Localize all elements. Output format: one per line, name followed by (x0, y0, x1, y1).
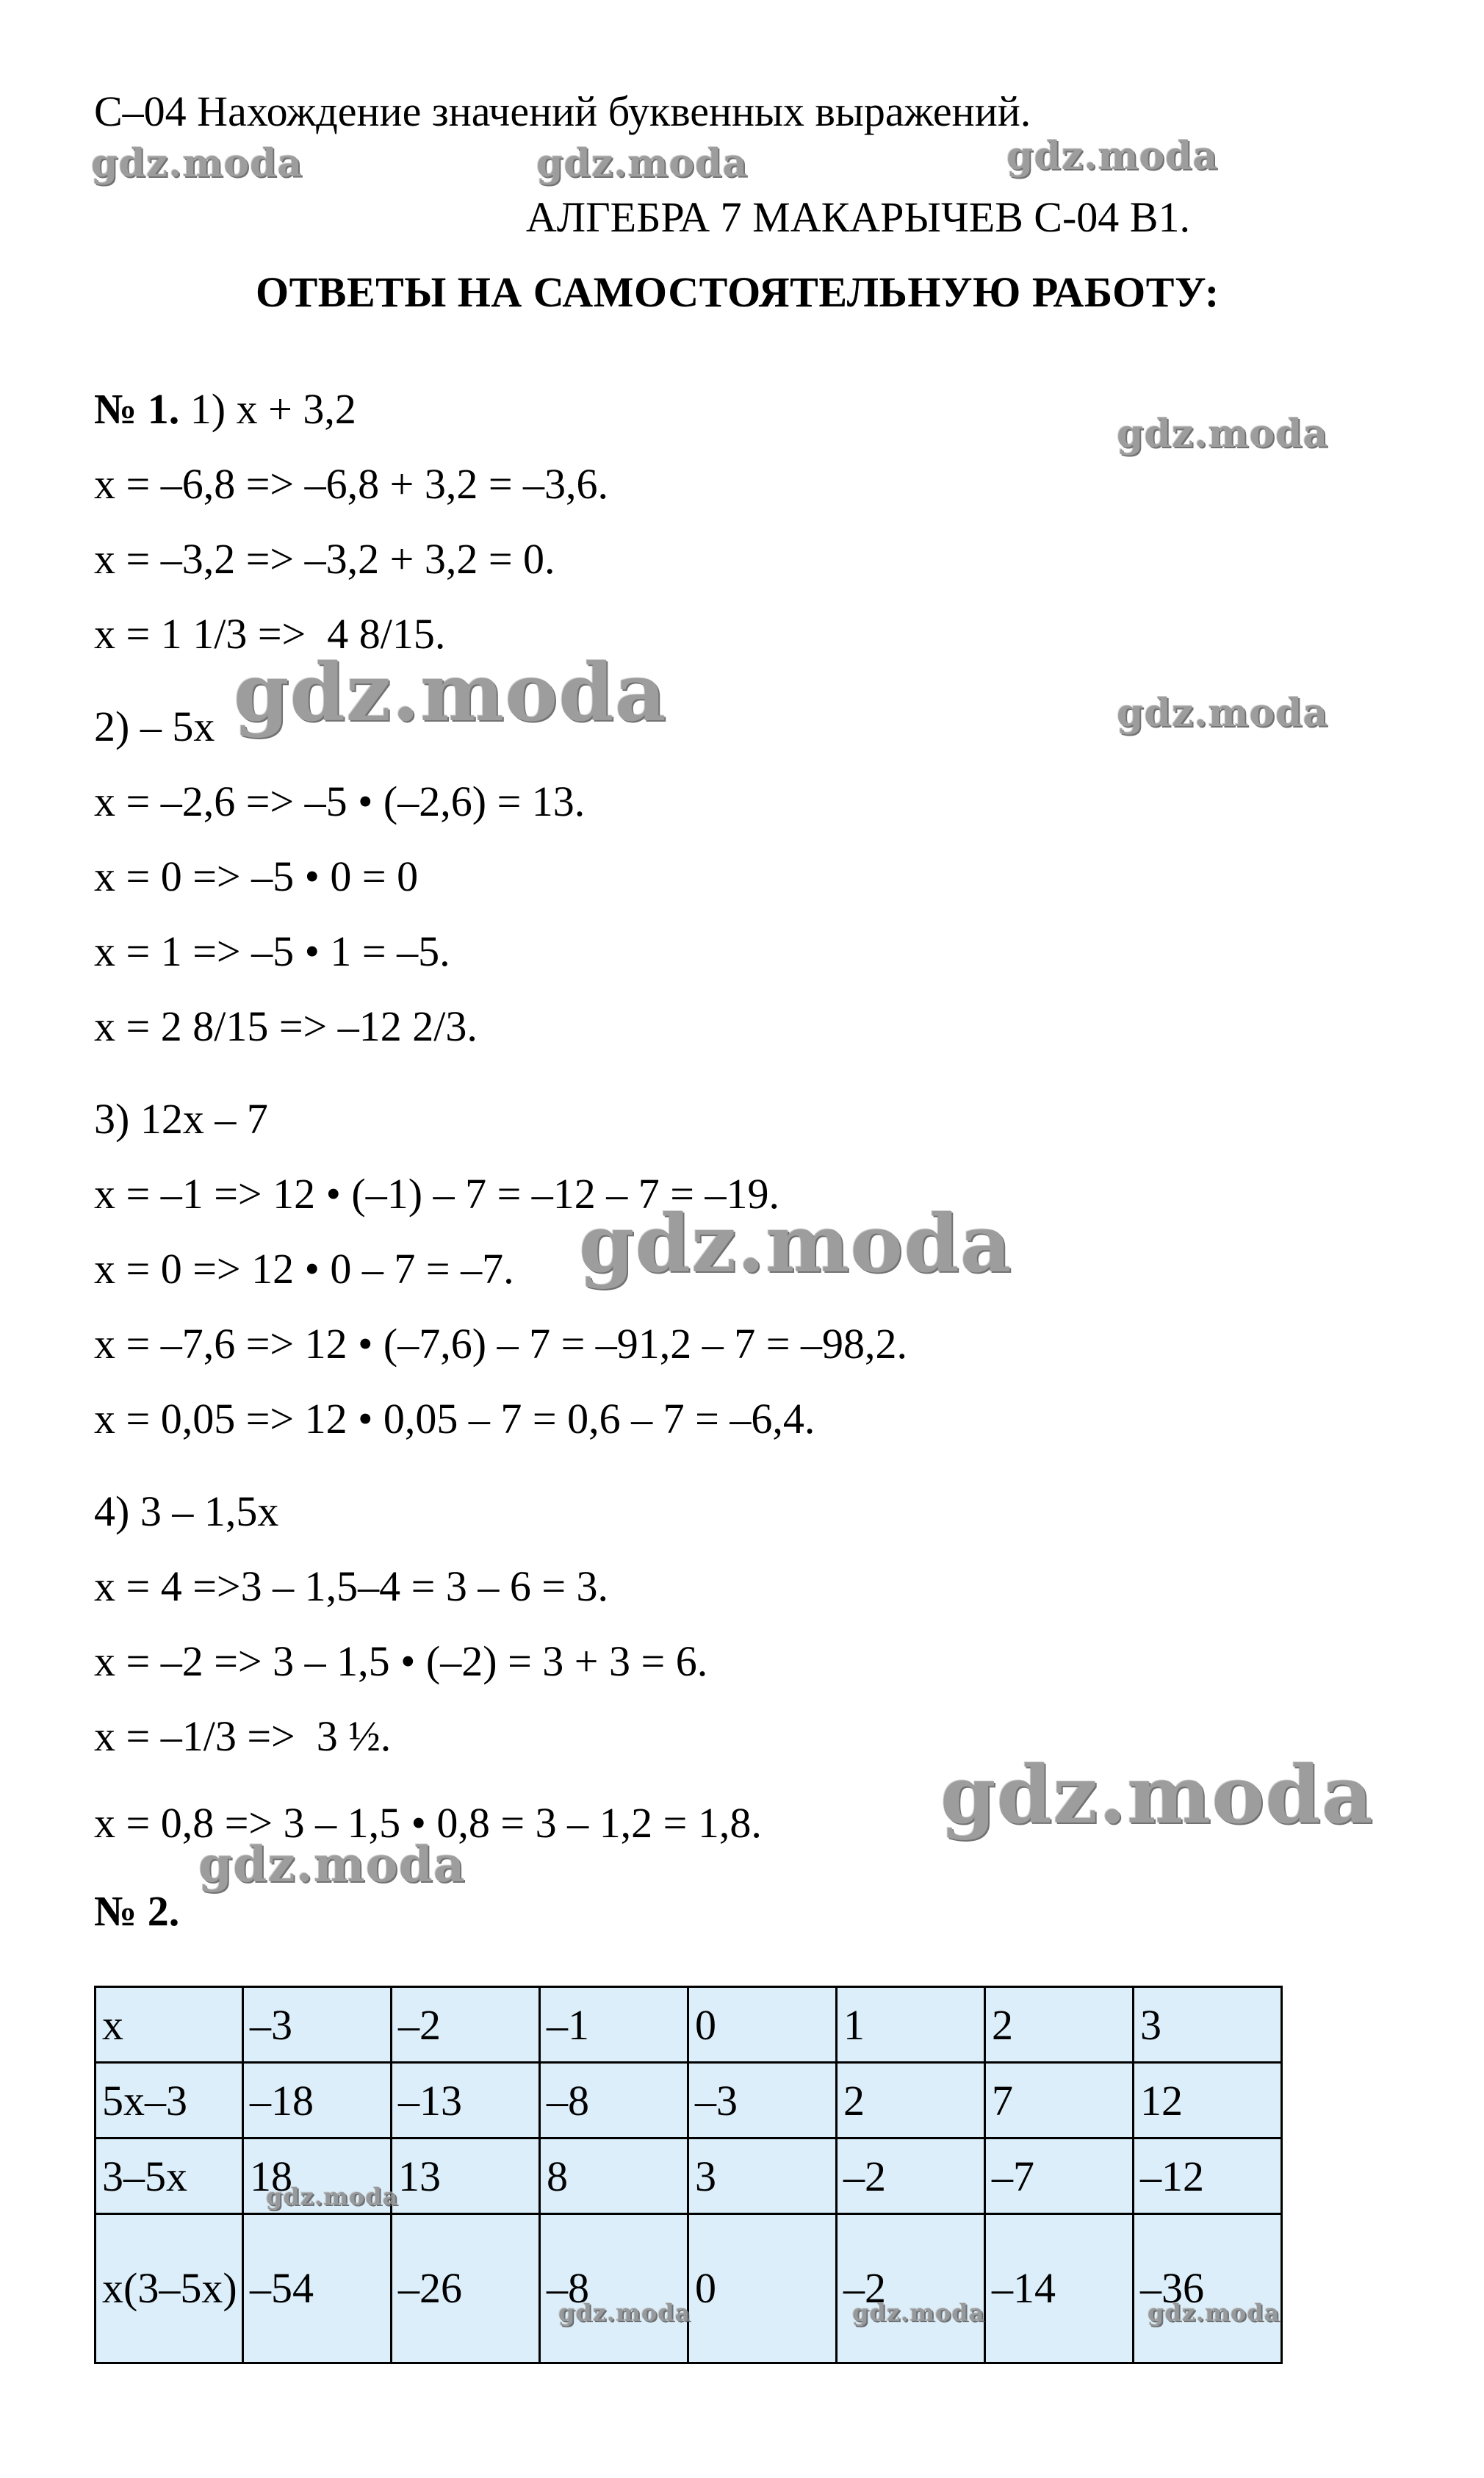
table-row (96, 1987, 1282, 2063)
task1-line: x = –2,6 => –5 • (–2,6) = 13. (94, 777, 586, 825)
table-row (96, 2063, 1282, 2138)
table-cell: –14 (985, 2214, 1134, 2363)
task1-line: x = 4 =>3 – 1,5–4 = 3 – 6 = 3. (94, 1562, 609, 1610)
task1-part1-expression: 1) x + 3,2 (190, 385, 356, 433)
table-cell: 7 (985, 2063, 1134, 2138)
task1-line: x = –2 => 3 – 1,5 • (–2) = 3 + 3 = 6. (94, 1637, 708, 1685)
watermark-logo: gdz.moda (536, 141, 749, 186)
task1-line: x = –1/3 => 3 ½. (94, 1712, 392, 1760)
task1-line: x = 1 1/3 => 4 8/15. (94, 610, 446, 658)
table-cell: 3–5x (96, 2138, 243, 2214)
page-subtitle: АЛГЕБРА 7 МАКАРЫЧЕВ С-04 В1. (525, 193, 1190, 241)
table-cell: –26 (392, 2214, 540, 2363)
table-cell: 2 (837, 2063, 985, 2138)
table-cell: –3 (688, 2063, 837, 2138)
watermark-logo: gdz.moda (558, 2299, 691, 2327)
table-cell: x (96, 1987, 243, 2063)
table-cell: x(3–5x) (96, 2214, 243, 2363)
table-cell: –36 (1134, 2214, 1282, 2363)
task1-line: x = 0,05 => 12 • 0,05 – 7 = 0,6 – 7 = –6,4. (94, 1395, 815, 1443)
watermark-logo: gdz.moda (1117, 691, 1329, 736)
task1-line: x = –3,2 => –3,2 + 3,2 = 0. (94, 535, 555, 583)
task1-line: x = –7,6 => 12 • (–7,6) – 7 = –91,2 – 7 = –98,2. (94, 1320, 907, 1368)
table-cell: –2 (837, 2214, 985, 2363)
table-cell: –13 (392, 2063, 540, 2138)
table-cell: –8 (540, 2063, 688, 2138)
table-cell: 2 (985, 1987, 1134, 2063)
page-title: С–04 Нахождение значений буквенных выражений. (94, 87, 1031, 135)
table-cell: 0 (688, 2214, 837, 2363)
task1-label: № 1. (94, 385, 180, 433)
task1-line: 3) 12x – 7 (94, 1095, 268, 1143)
task1-line: x = –6,8 => –6,8 + 3,2 = –3,6. (94, 460, 609, 508)
table-cell: 1 (837, 1987, 985, 2063)
table-cell: 5x–3 (96, 2063, 243, 2138)
table-cell: –8 (540, 2214, 688, 2363)
table-cell: –1 (540, 1987, 688, 2063)
watermark-logo: gdz.moda (1117, 412, 1329, 456)
table-cell: –54 (243, 2214, 392, 2363)
table-cell: –18 (243, 2063, 392, 2138)
task1-line: x = 1 => –5 • 1 = –5. (94, 927, 450, 975)
watermark-logo: gdz.moda (234, 647, 667, 739)
watermark-logo: gdz.moda (91, 141, 303, 186)
table-cell: –7 (985, 2138, 1134, 2214)
task1-line: x = 0,8 => 3 – 1,5 • 0,8 = 3 – 1,2 = 1,8. (94, 1799, 762, 1847)
watermark-logo: gdz.moda (940, 1749, 1374, 1842)
table-cell: –2 (392, 1987, 540, 2063)
watermark-logo: gdz.moda (1006, 134, 1219, 179)
task1-line: x = 0 => –5 • 0 = 0 (94, 852, 419, 900)
table-cell: –3 (243, 1987, 392, 2063)
task1-line: x = 2 8/15 => –12 2/3. (94, 1002, 478, 1050)
watermark-logo: gdz.moda (266, 2183, 399, 2211)
table-cell: –12 (1134, 2138, 1282, 2214)
task1-line: 2) – 5x (94, 703, 215, 750)
watermark-logo: gdz.moda (198, 1836, 466, 1893)
watermark-logo: gdz.moda (852, 2299, 985, 2327)
table-cell: 3 (1134, 1987, 1282, 2063)
task2-label: № 2. (94, 1887, 180, 1935)
table-cell: 8 (540, 2138, 688, 2214)
answers-heading: ОТВЕТЫ НА САМОСТОЯТЕЛЬНУЮ РАБОТУ: (256, 268, 1220, 316)
task1-line: x = –1 => 12 • (–1) – 7 = –12 – 7 = –19. (94, 1170, 779, 1218)
task1-line: 4) 3 – 1,5x (94, 1487, 279, 1535)
table-cell: 12 (1134, 2063, 1282, 2138)
table-row (96, 2214, 1282, 2363)
task1-line: x = 0 => 12 • 0 – 7 = –7. (94, 1245, 514, 1293)
watermark-logo: gdz.moda (1148, 2299, 1281, 2327)
task1-line (94, 384, 356, 435)
table-cell: 13 (392, 2138, 540, 2214)
table-cell: 18 (243, 2138, 392, 2214)
table-cell: 3 (688, 2138, 837, 2214)
table-cell: 0 (688, 1987, 837, 2063)
watermark-logo: gdz.moda (579, 1198, 1012, 1290)
table-cell: –2 (837, 2138, 985, 2214)
